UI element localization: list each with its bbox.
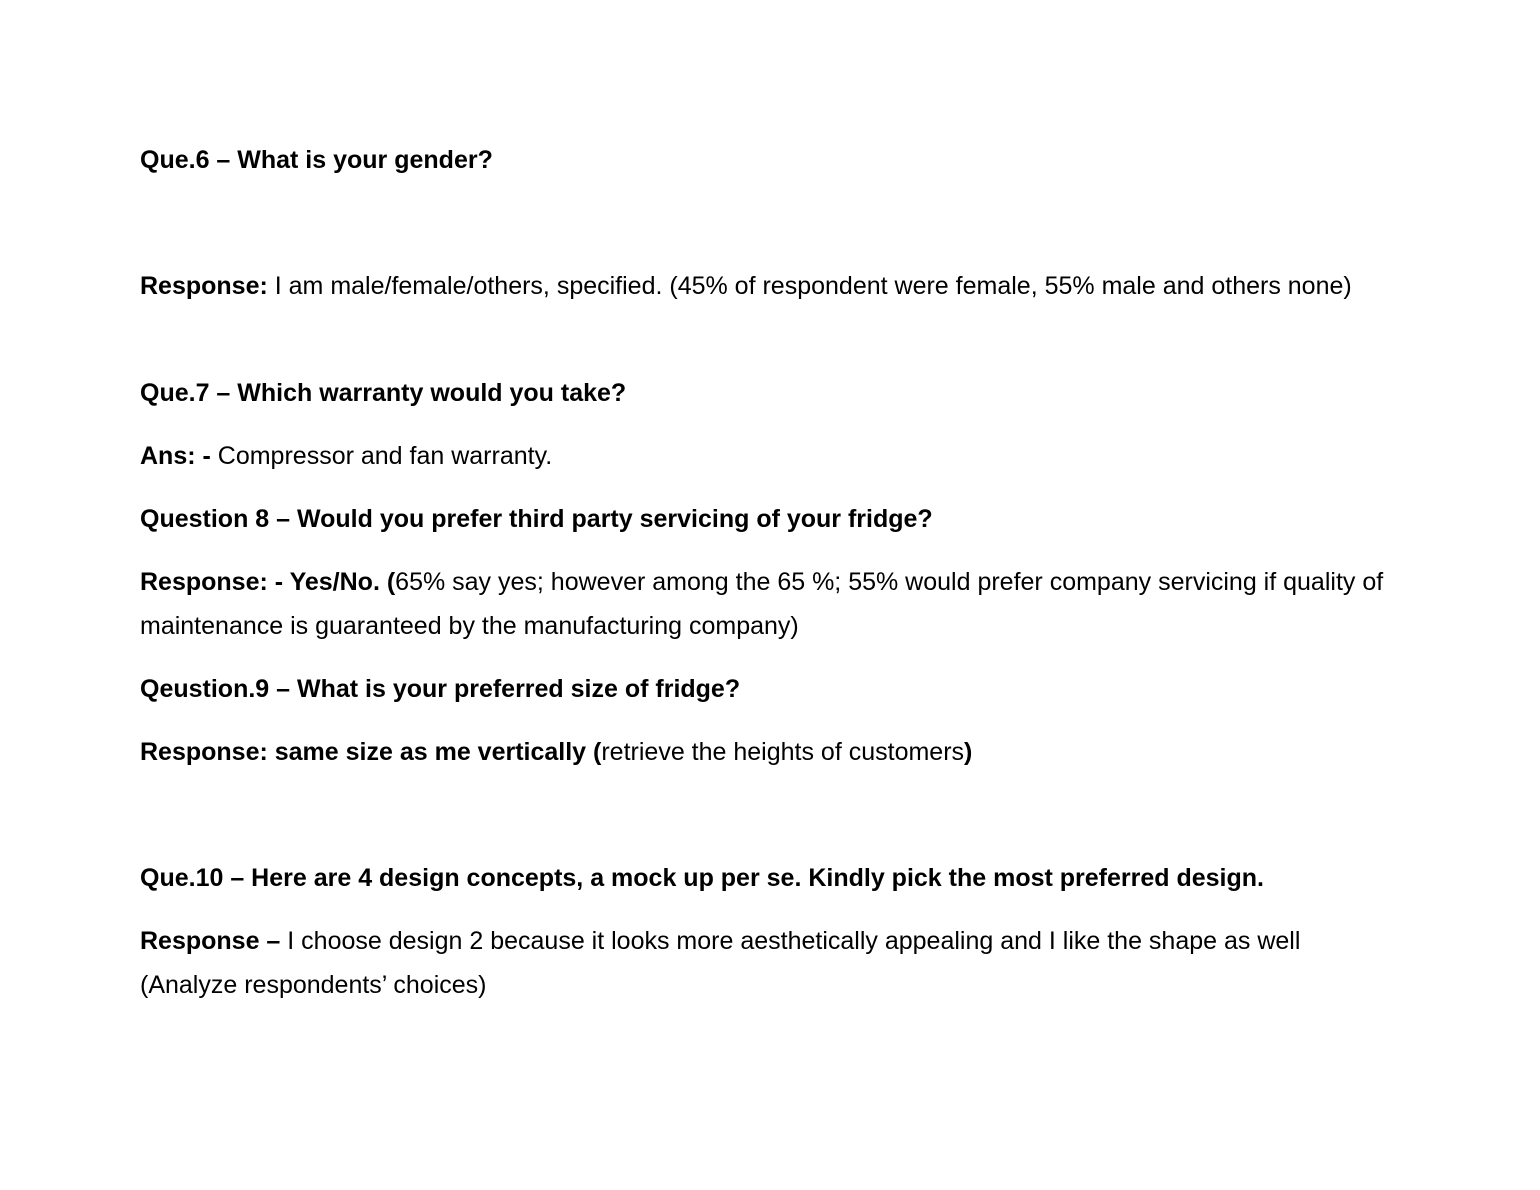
question-7-heading: Que.7 – Which warranty would you take? (140, 379, 627, 407)
response-text: I choose design 2 because it looks more aesthetically appealing and I like the shape as well (Analyze respondents’ choices) (140, 927, 1301, 999)
question-8-response (140, 560, 1400, 648)
answer-label: Ans: - (140, 442, 211, 470)
response-text: 65% say yes; however among the 65 %; 55% would prefer company servicing if quality of maintenance is guaranteed by the manufacturing company) (140, 568, 1384, 640)
response-label: Response: same size as me vertically ( (140, 738, 602, 766)
question-6-response (140, 264, 1400, 308)
response-close: ) (964, 738, 973, 766)
response-label: Response: (140, 272, 268, 300)
question-10-heading: Que.10 – Here are 4 design concepts, a mock up per se. Kindly pick the most preferred design. (140, 864, 1264, 892)
question-9-response (140, 730, 1400, 774)
question-9-heading: Qeustion.9 – What is your preferred size of fridge? (140, 675, 741, 703)
question-8-heading: Question 8 – Would you prefer third party servicing of your fridge? (140, 505, 933, 533)
response-text: I am male/female/others, specified. (45% of respondent were female, 55% male and others none) (267, 272, 1352, 300)
answer-text: Compressor and fan warranty. (210, 442, 553, 470)
question-10-response (140, 919, 1400, 1007)
question-6-heading: Que.6 – What is your gender? (140, 146, 493, 174)
response-label: Response: - Yes/No. ( (140, 568, 396, 596)
response-text: retrieve the heights of customers (601, 738, 965, 766)
response-label: Response – (140, 927, 281, 955)
question-7-answer (140, 434, 1400, 478)
